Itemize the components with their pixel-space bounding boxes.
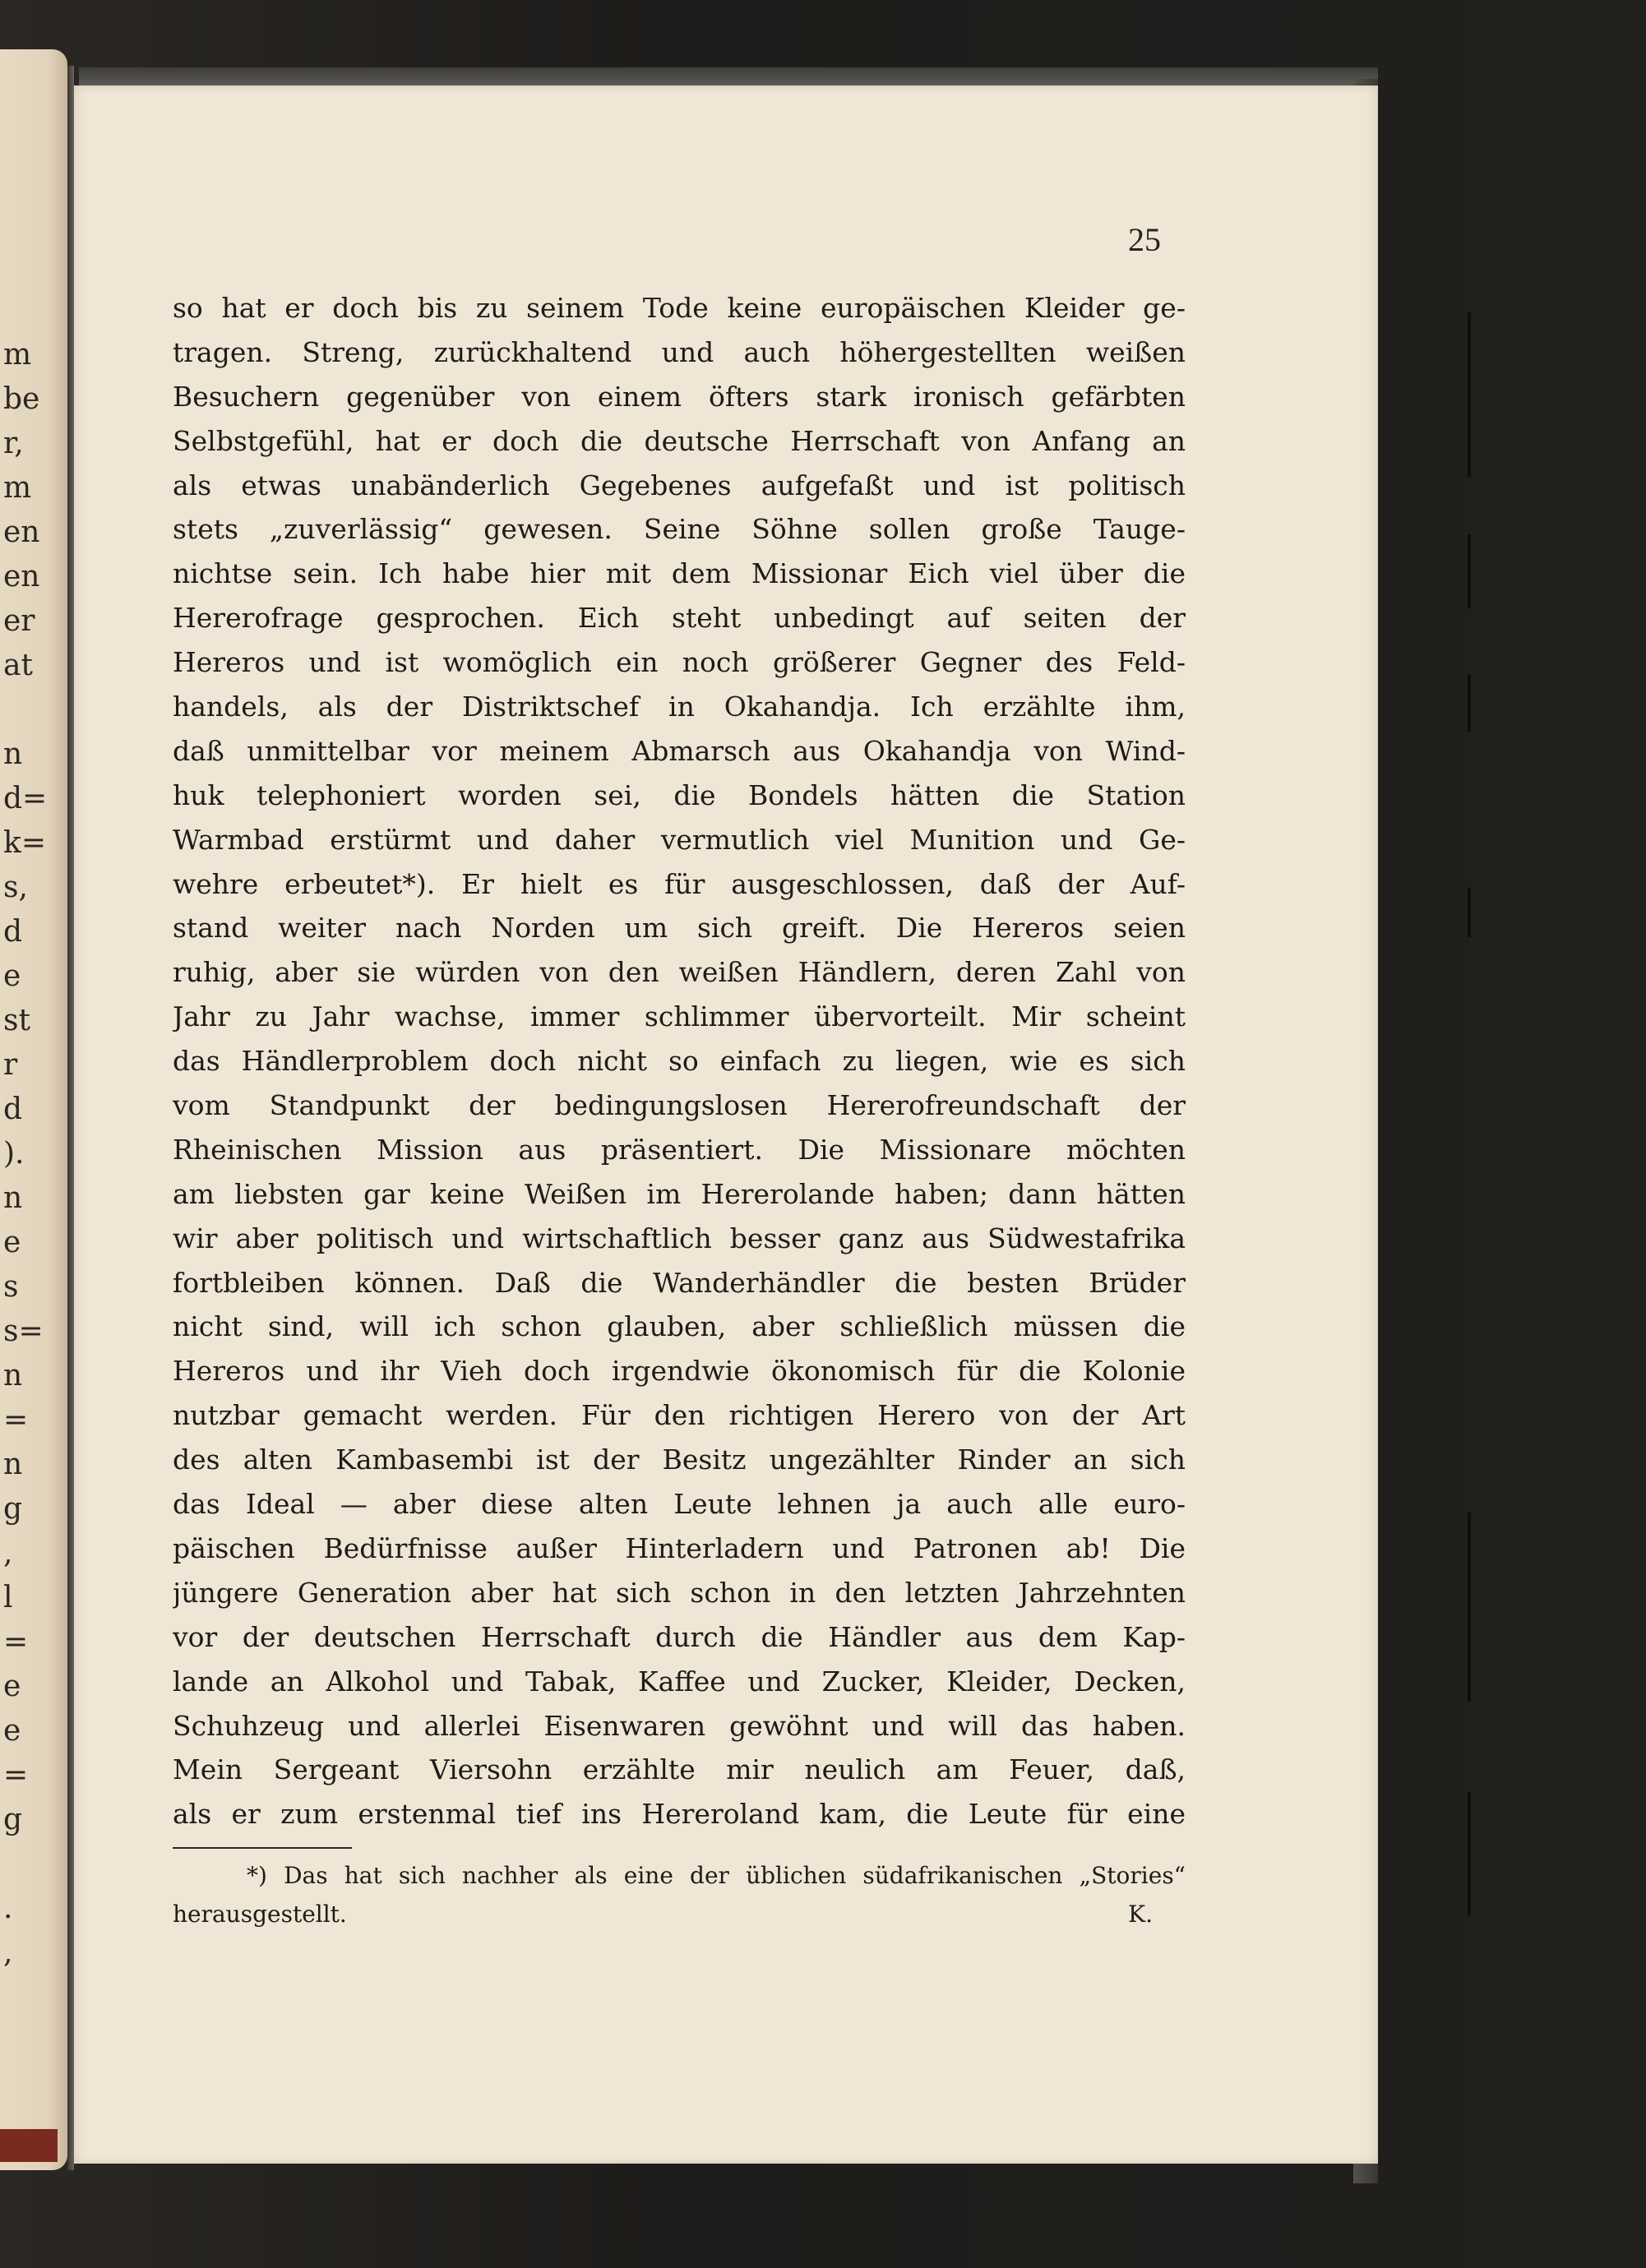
- footnote-line: [173, 1895, 1186, 1933]
- text-line: handels, als der Distriktschef in Okahandja. Ich erzählte ihm,: [173, 691, 1186, 723]
- text-line: jüngere Generation aber hat sich schon in den letzten Jahrzehnten: [173, 1576, 1186, 1609]
- facing-line-fragment: d: [3, 915, 23, 949]
- facing-line-fragment: [3, 1842, 36, 1887]
- facing-line-fragment: [3, 688, 36, 732]
- edge-mark: [1468, 1513, 1471, 1702]
- text-line: lande an Alkohol und Tabak, Kaffee und Zucker, Kleider, Decken,: [173, 1665, 1186, 1698]
- text-line: Hereros und ihr Vieh doch irgendwie ökonomisch für die Kolonie: [173, 1355, 1186, 1388]
- facing-line-fragment: =: [3, 1625, 29, 1659]
- text-line: wehre erbeutet*). Er hielt es für ausgeschlossen, daß der Auf-: [173, 867, 1186, 900]
- text-line: als etwas unabänderlich Gegebenes aufgefaßt und ist politisch: [173, 469, 1186, 501]
- text-line: vom Standpunkt der bedingungslosen Hererofreundschaft der: [173, 1089, 1186, 1122]
- facing-line-fragment: n: [3, 737, 23, 771]
- facing-line-fragment: e: [3, 959, 21, 993]
- facing-line-fragment: st: [3, 1004, 30, 1037]
- facing-line-fragment: l: [3, 1581, 13, 1614]
- facing-line-fragment: s,: [3, 871, 28, 904]
- body-text: [173, 286, 1186, 1836]
- facing-line-fragment: =: [3, 1758, 29, 1792]
- facing-line-fragment: r,: [3, 427, 24, 460]
- facing-line-fragment: k=: [3, 826, 46, 860]
- facing-line-fragment: ).: [3, 1137, 25, 1171]
- facing-line-fragment: n: [3, 1359, 23, 1393]
- facing-line-fragment: en: [3, 515, 40, 549]
- text-line: fortbleiben können. Daß die Wanderhändler die besten Brüder: [173, 1266, 1186, 1299]
- footnote-text: herausgestellt.: [173, 1901, 347, 1928]
- text-line: nutzbar gemacht werden. Für den richtigen Herero von der Art: [173, 1399, 1186, 1432]
- facing-line-fragment: ,: [3, 1536, 13, 1570]
- facing-line-fragment: e: [3, 1226, 21, 1259]
- facing-page-red-edge: [0, 2129, 58, 2162]
- facing-line-fragment: at: [3, 649, 33, 682]
- text-line: wir aber politisch und wirtschaftlich besser ganz aus Südwestafrika: [173, 1222, 1186, 1254]
- facing-line-fragment: n: [3, 1448, 23, 1481]
- text-line: nicht sind, will ich schon glauben, aber schließlich müssen die: [173, 1310, 1186, 1343]
- text-line: stets „zuverlässig“ gewesen. Seine Söhne sollen große Tauge-: [173, 513, 1186, 546]
- facing-page-line-ends: [3, 333, 48, 1975]
- facing-line-fragment: .: [3, 1892, 13, 1925]
- facing-line-fragment: e: [3, 1670, 21, 1703]
- text-line: so hat er doch bis zu seinem Tode keine europäischen Kleider ge-: [173, 292, 1186, 324]
- facing-line-fragment: e: [3, 1714, 21, 1748]
- text-line: ruhig, aber sie würden von den weißen Händlern, deren Zahl von: [173, 956, 1186, 989]
- text-line: das Händlerproblem doch nicht so einfach zu liegen, wie es sich: [173, 1045, 1186, 1078]
- text-line: vor der deutschen Herrschaft durch die Händler aus dem Kap-: [173, 1620, 1186, 1653]
- facing-line-fragment: d=: [3, 782, 48, 815]
- facing-line-fragment: en: [3, 560, 40, 594]
- edge-mark: [1468, 1792, 1471, 1915]
- text-line: Warmbad erstürmt und daher vermutlich viel Munition und Ge-: [173, 823, 1186, 856]
- text-line: nichtse sein. Ich habe hier mit dem Missionar Eich viel über die: [173, 557, 1186, 590]
- facing-line-fragment: er: [3, 604, 35, 638]
- facing-line-fragment: m: [3, 338, 32, 372]
- footnote-rule: [173, 1847, 352, 1849]
- text-line: Hererofrage gesprochen. Eich steht unbedingt auf seiten der: [173, 602, 1186, 635]
- text-line: als er zum erstenmal tief ins Hereroland kam, die Leute für eine: [173, 1798, 1186, 1831]
- facing-line-fragment: d: [3, 1092, 23, 1126]
- text-line: das Ideal — aber diese alten Leute lehnen ja auch alle euro-: [173, 1488, 1186, 1521]
- text-line: daß unmittelbar vor meinem Abmarsch aus Okahandja von Wind-: [173, 734, 1186, 767]
- facing-page-strip: [0, 49, 67, 2170]
- text-line: tragen. Streng, zurückhaltend und auch höhergestellten weißen: [173, 335, 1186, 368]
- footnote-signature: K.: [1128, 1901, 1153, 1928]
- facing-line-fragment: m: [3, 471, 32, 505]
- text-line: päischen Bedürfnisse außer Hinterladern und Patronen ab! Die: [173, 1531, 1186, 1564]
- text-line: Hereros und ist womöglich ein noch größerer Gegner des Feld-: [173, 646, 1186, 679]
- page-number: 25: [1128, 221, 1161, 258]
- book-spine: [67, 66, 74, 2170]
- text-line: stand weiter nach Norden um sich greift. Die Hereros seien: [173, 912, 1186, 945]
- text-line: Mein Sergeant Viersohn erzählte mir neulich am Feuer, daß,: [173, 1753, 1186, 1786]
- facing-line-fragment: ,: [3, 1936, 13, 1970]
- edge-mark: [1468, 534, 1471, 608]
- text-line: am liebsten gar keine Weißen im Hererolande haben; dann hätten: [173, 1177, 1186, 1210]
- facing-line-fragment: s: [3, 1270, 19, 1304]
- facing-line-fragment: n: [3, 1181, 23, 1215]
- text-line: Besuchern gegenüber von einem öfters stark ironisch gefärbten: [173, 380, 1186, 413]
- edge-mark: [1468, 888, 1471, 937]
- facing-line-fragment: s=: [3, 1314, 44, 1348]
- text-line: Jahr zu Jahr wachse, immer schlimmer übervorteilt. Mir scheint: [173, 1000, 1186, 1033]
- facing-line-fragment: be: [3, 382, 40, 416]
- text-line: huk telephoniert worden sei, die Bondels hätten die Station: [173, 778, 1186, 811]
- edge-mark: [1468, 674, 1471, 732]
- text-line: des alten Kambasembi ist der Besitz ungezählter Rinder an sich: [173, 1443, 1186, 1476]
- facing-line-fragment: r: [3, 1048, 18, 1082]
- edge-mark: [1468, 312, 1471, 477]
- footnote-line: *) Das hat sich nachher als eine der üblichen südafrikanischen „Stories“: [247, 1862, 1186, 1889]
- facing-line-fragment: g: [3, 1492, 23, 1526]
- facing-line-fragment: =: [3, 1403, 29, 1437]
- text-line: Rheinischen Mission aus präsentiert. Die Missionare möchten: [173, 1133, 1186, 1166]
- page-edge-marks: [1468, 312, 1474, 1924]
- footnote: [173, 1856, 1186, 1933]
- text-line: Schuhzeug und allerlei Eisenwaren gewöhnt und will das haben.: [173, 1709, 1186, 1742]
- text-line: Selbstgefühl, hat er doch die deutsche Herrschaft von Anfang an: [173, 424, 1186, 457]
- facing-line-fragment: g: [3, 1803, 23, 1836]
